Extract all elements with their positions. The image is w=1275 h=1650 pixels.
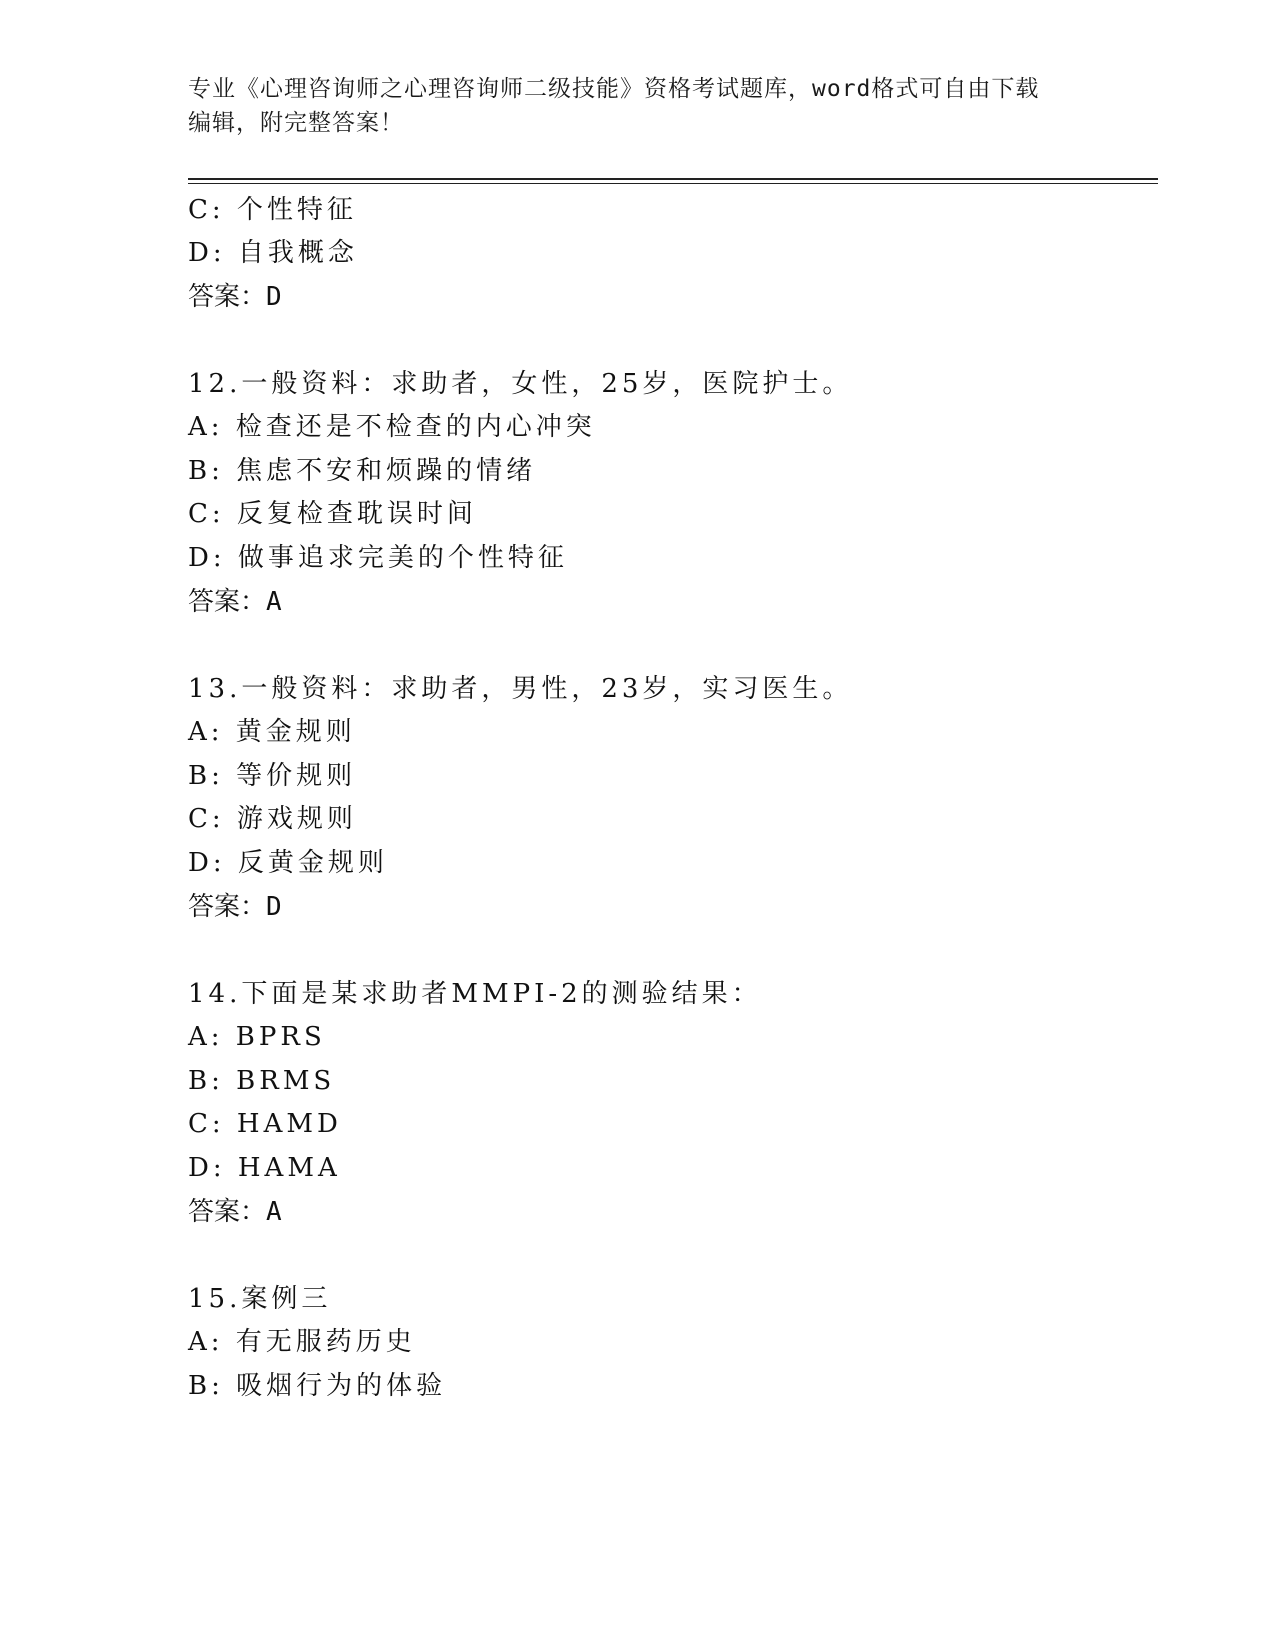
q13-option-b: B: 等价规则 xyxy=(188,761,357,791)
q13-stem: 13.一般资料：求助者，男性，23岁，实习医生。 xyxy=(188,674,853,704)
header-divider-top xyxy=(188,178,1158,180)
q14-option-b: B: BRMS xyxy=(188,1066,336,1096)
header-line-2: 编辑，附完整答案！ xyxy=(188,110,404,136)
q12-option-a: A: 检查还是不检查的内心冲突 xyxy=(188,412,596,442)
q12-answer: 答案：A xyxy=(188,587,282,617)
q14-option-a: A: BPRS xyxy=(188,1022,326,1052)
q15-stem: 15.案例三 xyxy=(188,1284,332,1314)
q11-answer: 答案：D xyxy=(188,282,282,312)
q13-option-c: C: 游戏规则 xyxy=(188,804,357,834)
q12-option-b: B: 焦虑不安和烦躁的情绪 xyxy=(188,456,537,486)
q14-option-d: D: HAMA xyxy=(188,1153,341,1183)
q12-option-d: D: 做事追求完美的个性特征 xyxy=(188,543,568,573)
q14-stem: 14.下面是某求助者MMPI-2的测验结果： xyxy=(188,979,762,1009)
q11-option-c: C: 个性特征 xyxy=(188,195,357,225)
header-divider-bottom xyxy=(188,183,1158,184)
q14-answer: 答案：A xyxy=(188,1197,282,1227)
q12-option-c: C: 反复检查耽误时间 xyxy=(188,499,477,529)
q12-stem: 12.一般资料：求助者，女性，25岁，医院护士。 xyxy=(188,369,853,399)
q11-option-d: D: 自我概念 xyxy=(188,238,358,268)
q14-option-c: C: HAMD xyxy=(188,1109,342,1139)
q15-option-a: A: 有无服药历史 xyxy=(188,1327,416,1357)
q13-option-d: D: 反黄金规则 xyxy=(188,848,388,878)
header-line-1: 专业《心理咨询师之心理咨询师二级技能》资格考试题库，word格式可自由下载 xyxy=(188,76,1040,102)
q13-answer: 答案：D xyxy=(188,892,282,922)
q13-option-a: A: 黄金规则 xyxy=(188,717,356,747)
q15-option-b: B: 吸烟行为的体验 xyxy=(188,1371,447,1401)
document-header xyxy=(188,72,1088,140)
